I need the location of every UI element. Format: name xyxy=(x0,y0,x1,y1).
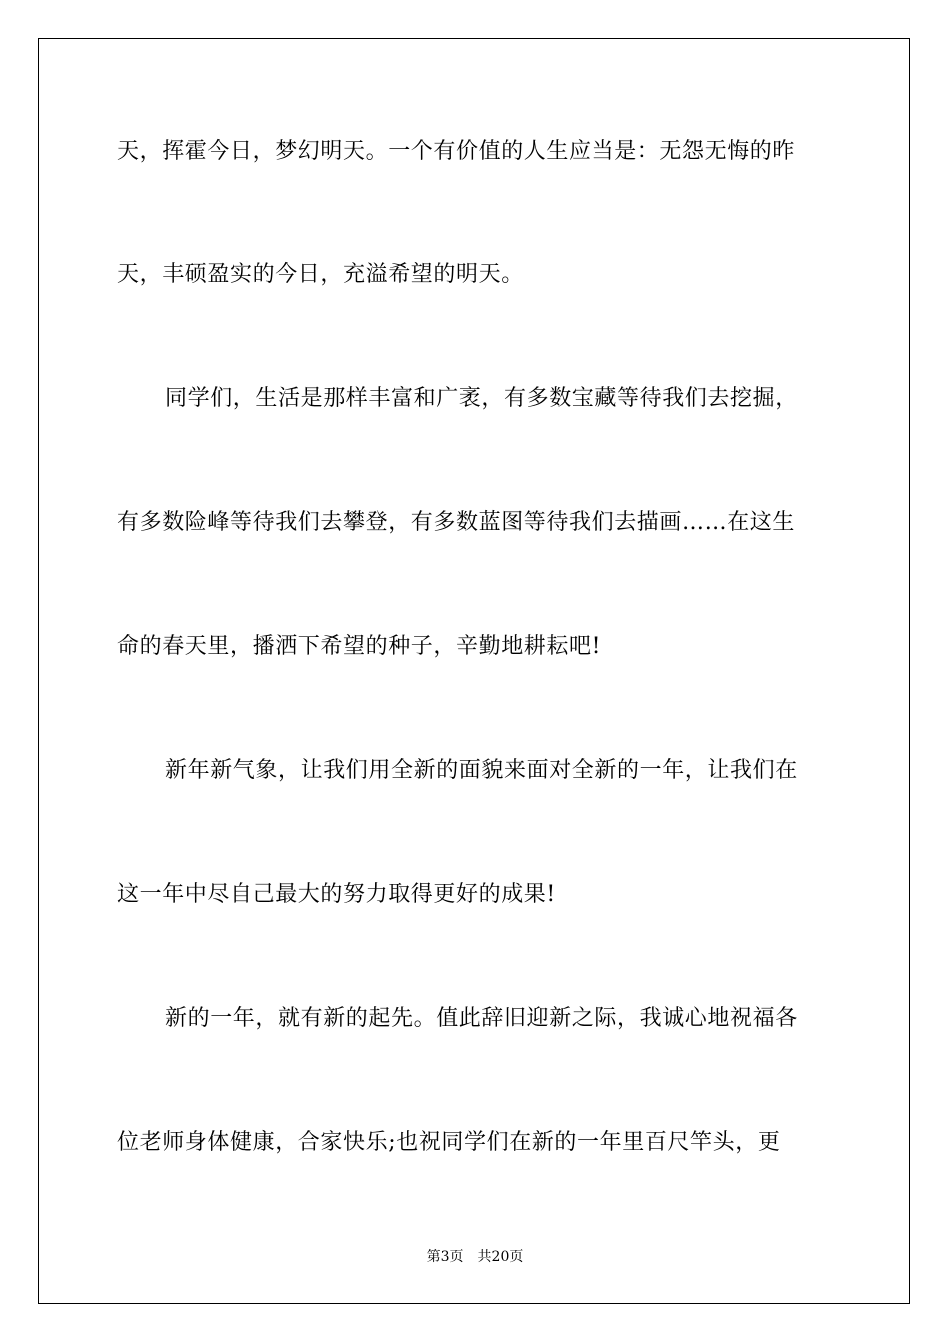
page-number: 第3页 xyxy=(426,1249,464,1265)
paragraph-first-line: 同学们，生活是那样丰富和广袤，有多数宝藏等待我们去挖掘， xyxy=(165,386,798,411)
body-text-line: 有多数险峰等待我们去攀登，有多数蓝图等待我们去描画……在这生 xyxy=(117,510,796,535)
body-text-line: 天，丰硕盈实的今日，充溢希望的明天。 xyxy=(117,262,524,287)
body-text-line: 这一年中尽自己最大的努力取得更好的成果! xyxy=(117,882,556,907)
page-footer xyxy=(0,1248,950,1266)
page-border xyxy=(38,38,910,1304)
body-text-line: 命的春天里，播洒下希望的种子，辛勤地耕耘吧! xyxy=(117,634,602,659)
paragraph-first-line: 新年新气象，让我们用全新的面貌来面对全新的一年，让我们在 xyxy=(165,758,798,783)
paragraph-first-line: 新的一年，就有新的起先。值此辞旧迎新之际，我诚心地祝福各 xyxy=(165,1006,798,1031)
body-text-line: 位老师身体健康，合家快乐;也祝同学们在新的一年里百尺竿头，更 xyxy=(117,1130,781,1155)
total-pages: 共20页 xyxy=(477,1249,524,1265)
body-text-line: 天，挥霍今日，梦幻明天。一个有价值的人生应当是：无怨无悔的昨 xyxy=(117,139,796,164)
